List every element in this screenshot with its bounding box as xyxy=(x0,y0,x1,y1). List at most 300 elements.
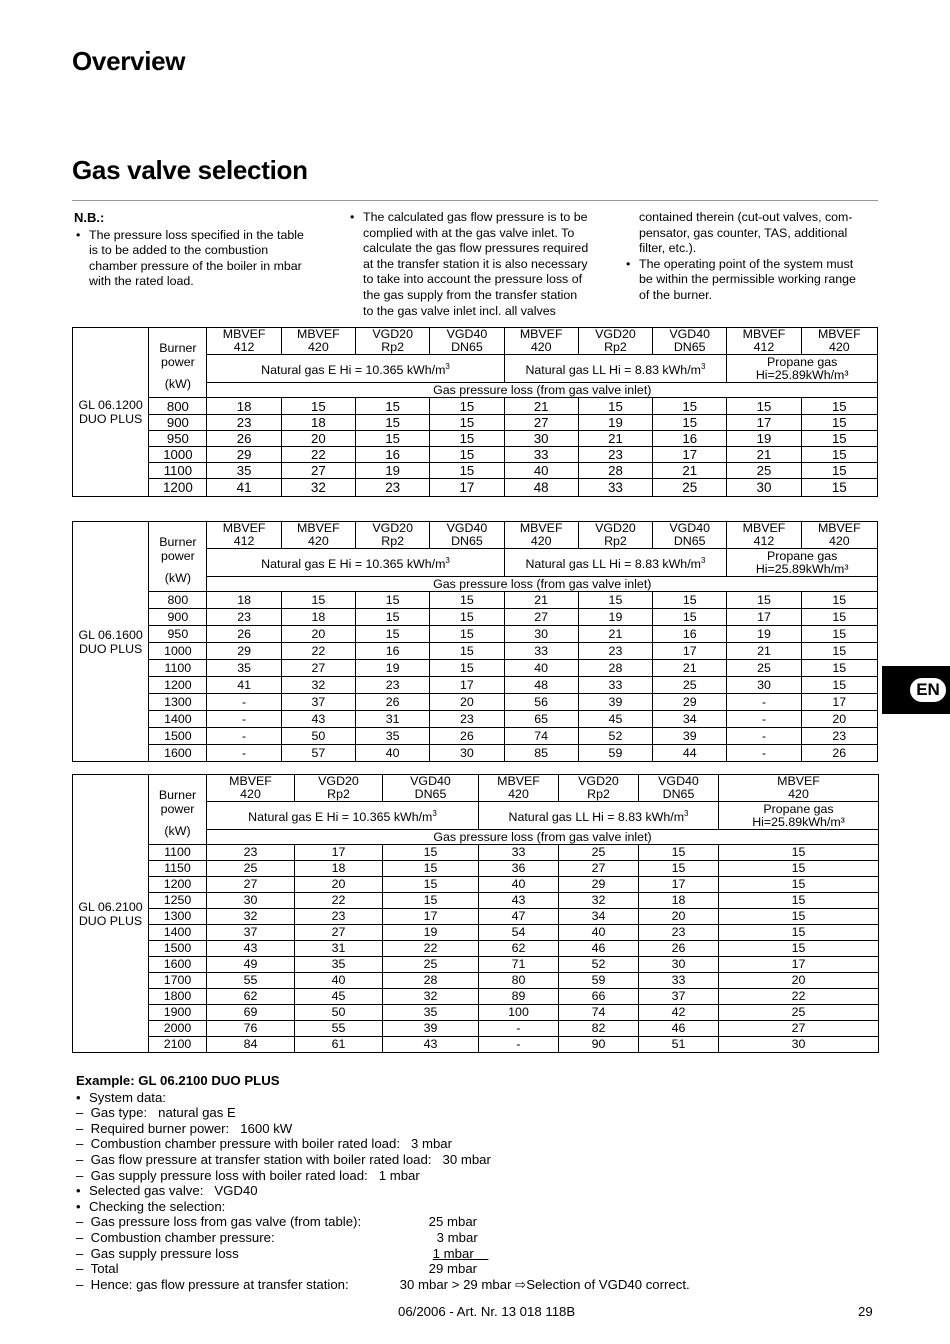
pressure-loss-cell: 56 xyxy=(504,694,578,711)
burner-power-cell: 800 xyxy=(149,592,207,609)
valve-size: 412 xyxy=(233,340,255,354)
note-line: chamber pressure of the boiler in mbar xyxy=(89,258,302,273)
section-title: Gas valve selection xyxy=(72,155,308,185)
example-section xyxy=(76,1073,690,1292)
pressure-loss-cell: 15 xyxy=(430,643,504,660)
gas-ll-label: Natural gas LL Hi = 8.83 kWh/m xyxy=(525,557,701,572)
burner-label: Burner xyxy=(159,535,197,549)
pressure-loss-cell: 59 xyxy=(578,745,652,762)
pressure-loss-header xyxy=(207,577,878,592)
pressure-loss-cell: - xyxy=(479,1021,559,1037)
gas-type-propane xyxy=(727,355,878,383)
pressure-loss-cell: 26 xyxy=(356,694,430,711)
valve-header xyxy=(207,328,281,355)
pressure-loss-cell: 41 xyxy=(207,677,281,694)
table-row xyxy=(73,626,878,643)
valve-name: VGD20 xyxy=(578,774,619,788)
burner-power-cell: 1150 xyxy=(149,861,207,877)
valve-name: VGD40 xyxy=(669,521,711,535)
valve-size: Rp2 xyxy=(327,787,350,801)
note-line: with the rated load. xyxy=(89,274,194,289)
pressure-loss-cell: 18 xyxy=(207,592,281,609)
pressure-loss-cell: 30 xyxy=(727,479,801,497)
note-line: pensator, gas counter, TAS, additional xyxy=(639,225,848,240)
pressure-loss-cell: 82 xyxy=(559,1021,639,1037)
valve-header xyxy=(801,328,877,355)
pressure-loss-cell: 20 xyxy=(281,431,355,447)
power-label: power xyxy=(161,355,195,369)
pressure-loss-cell: 25 xyxy=(653,479,727,497)
pressure-loss-cell: 15 xyxy=(430,592,504,609)
pressure-loss-cell: 23 xyxy=(430,711,504,728)
gas-e-label: Natural gas E Hi = 10.365 kWh/m xyxy=(248,810,433,825)
pressure-loss-cell: 15 xyxy=(356,626,430,643)
pressure-loss-cell: 17 xyxy=(639,877,719,893)
pressure-loss-cell: 21 xyxy=(504,398,578,415)
pressure-loss-cell: 15 xyxy=(801,609,877,626)
pressure-loss-cell: 15 xyxy=(727,592,801,609)
pressure-loss-cell: 43 xyxy=(479,893,559,909)
pressure-loss-cell: 15 xyxy=(719,861,879,877)
note-line: of the burner. xyxy=(639,287,713,302)
pressure-loss-cell: 80 xyxy=(479,973,559,989)
valve-header xyxy=(479,775,559,802)
burner-power-cell: 1600 xyxy=(149,957,207,973)
valve-size: 420 xyxy=(240,787,261,801)
valve-name: VGD20 xyxy=(595,521,636,535)
pressure-loss-cell: 31 xyxy=(356,711,430,728)
note-line: • The pressure loss specified in the table xyxy=(89,227,304,242)
valve-name: MBVEF xyxy=(777,774,820,788)
pressure-loss-cell: 62 xyxy=(207,989,295,1005)
pressure-loss-cell: 40 xyxy=(479,877,559,893)
pressure-loss-cell: 20 xyxy=(801,711,877,728)
burner-power-cell: 1100 xyxy=(149,660,207,677)
pressure-loss-cell: 46 xyxy=(559,941,639,957)
burner-power-header xyxy=(149,522,207,592)
pressure-loss-cell: 39 xyxy=(578,694,652,711)
pressure-loss-cell: 74 xyxy=(504,728,578,745)
pressure-loss-cell: 15 xyxy=(356,431,430,447)
pressure-loss-header xyxy=(207,830,879,845)
pressure-loss-cell: 17 xyxy=(727,415,801,431)
valve-header xyxy=(578,522,652,549)
pressure-loss-cell: 41 xyxy=(207,479,281,497)
pressure-loss-cell: 27 xyxy=(281,660,355,677)
pressure-loss-cell: 27 xyxy=(281,463,355,479)
pressure-loss-cell: 54 xyxy=(479,925,559,941)
pressure-loss-cell: 40 xyxy=(295,973,383,989)
gas-type-e xyxy=(207,355,504,383)
burner-label: Burner xyxy=(158,788,197,802)
pressure-loss-cell: 52 xyxy=(559,957,639,973)
valve-header xyxy=(207,522,281,549)
pressure-loss-cell: 17 xyxy=(653,447,727,463)
burner-power-cell: 1600 xyxy=(149,745,207,762)
pressure-loss-cell: 17 xyxy=(727,609,801,626)
pressure-loss-cell: 15 xyxy=(430,431,504,447)
pressure-loss-cell: 50 xyxy=(281,728,355,745)
valve-name: VGD40 xyxy=(658,774,699,788)
propane-label: Propane gas xyxy=(763,801,834,816)
example-line: – Required burner power: 1600 kW xyxy=(76,1120,293,1136)
pressure-loss-cell: 20 xyxy=(295,877,383,893)
pressure-loss-cell: 16 xyxy=(356,447,430,463)
note-line: • The operating point of the system must xyxy=(639,256,854,271)
valve-header xyxy=(504,328,578,355)
note-continuation xyxy=(624,210,884,257)
table-row xyxy=(73,677,878,694)
note-line: be within the permissible working range xyxy=(639,272,856,287)
valve-name: MBVEF xyxy=(519,327,563,341)
pressure-loss-cell: 40 xyxy=(504,463,578,479)
pressure-loss-cell: 15 xyxy=(719,941,879,957)
valve-name: MBVEF xyxy=(817,327,861,341)
model-line: DUO PLUS xyxy=(78,412,143,426)
pressure-loss-cell: 25 xyxy=(653,677,727,694)
table-row xyxy=(73,877,879,893)
pressure-loss-cell: 15 xyxy=(430,463,504,479)
burner-power-cell: 800 xyxy=(149,398,207,415)
superscript: 3 xyxy=(445,555,450,565)
table-row xyxy=(73,447,878,463)
burner-power-cell: 2100 xyxy=(149,1037,207,1053)
table-row xyxy=(73,660,878,677)
note-bullet xyxy=(624,257,884,304)
pressure-loss-cell: 15 xyxy=(801,643,877,660)
pressure-loss-cell: 23 xyxy=(578,643,652,660)
pressure-loss-cell: 15 xyxy=(653,609,727,626)
pressure-loss-cell: 26 xyxy=(207,431,281,447)
pressure-loss-cell: 32 xyxy=(559,893,639,909)
pressure-loss-cell: 37 xyxy=(207,925,295,941)
pressure-loss-cell: 40 xyxy=(559,925,639,941)
valve-name: MBVEF xyxy=(222,327,266,341)
pressure-loss-cell: 20 xyxy=(639,909,719,925)
pressure-loss-cell: 15 xyxy=(383,877,479,893)
gas-ll-label: Natural gas LL Hi = 8.83 kWh/m xyxy=(508,810,685,825)
burner-power-cell: 900 xyxy=(149,609,207,626)
pressure-loss-cell: 21 xyxy=(653,660,727,677)
valve-name: VGD40 xyxy=(669,327,711,341)
notes-column-1 xyxy=(74,210,324,290)
pressure-loss-cell: 21 xyxy=(727,447,801,463)
pressure-loss-cell: 48 xyxy=(504,677,578,694)
valve-header xyxy=(504,522,578,549)
pressure-loss-cell: 46 xyxy=(639,1021,719,1037)
pressure-loss-cell: 16 xyxy=(653,431,727,447)
pressure-loss-cell: 15 xyxy=(801,447,877,463)
gas-type-ll xyxy=(504,355,727,383)
pressure-loss-cell: 57 xyxy=(281,745,355,762)
valve-size: 420 xyxy=(530,340,552,354)
valve-header xyxy=(727,522,801,549)
superscript: 3 xyxy=(700,555,706,565)
valve-header xyxy=(356,328,430,355)
burner-power-header xyxy=(149,328,207,398)
pressure-loss-cell: 89 xyxy=(479,989,559,1005)
example-line: • Selected gas valve: VGD40 xyxy=(76,1183,690,1199)
pressure-loss-cell: 15 xyxy=(719,925,879,941)
table-row xyxy=(73,463,878,479)
page-heading: Overview xyxy=(72,46,186,76)
valve-name: MBVEF xyxy=(229,774,272,788)
burner-power-cell: 1100 xyxy=(149,463,207,479)
example-line: – Hence: gas flow pressure at transfer station: 30 mbar > 29 mbar ⇨Selection of VGD40 correct. xyxy=(76,1276,690,1292)
pressure-loss-cell: 21 xyxy=(727,643,801,660)
example-title: Example: GL 06.2100 DUO PLUS xyxy=(76,1073,280,1088)
valve-size: 412 xyxy=(753,340,775,354)
pressure-loss-cell: 15 xyxy=(430,660,504,677)
gas-valve-table xyxy=(72,327,878,497)
burner-power-cell: 2000 xyxy=(149,1021,207,1037)
burner-power-cell: 1100 xyxy=(149,845,207,861)
pressure-loss-cell: 29 xyxy=(559,877,639,893)
pressure-loss-cell: 44 xyxy=(653,745,727,762)
pressure-loss-cell: 25 xyxy=(727,660,801,677)
pressure-loss-cell: 19 xyxy=(578,609,652,626)
pressure-loss-cell: 45 xyxy=(295,989,383,1005)
burner-power-cell: 1000 xyxy=(149,447,207,463)
gas-e-label: Natural gas E Hi = 10.365 kWh/m xyxy=(261,557,446,572)
gas-type-ll xyxy=(479,802,719,830)
note-line: to the gas valve inlet incl. all valves xyxy=(363,303,556,318)
gas-type-e xyxy=(207,802,479,830)
pressure-loss-cell: 25 xyxy=(383,957,479,973)
valve-name: MBVEF xyxy=(742,327,786,341)
pressure-loss-cell: 30 xyxy=(430,745,504,762)
burner-power-cell: 1200 xyxy=(149,479,207,497)
pressure-loss-cell: 15 xyxy=(281,398,355,415)
pressure-loss-cell: 22 xyxy=(719,989,879,1005)
pressure-loss-cell: 37 xyxy=(281,694,355,711)
language-label: EN xyxy=(910,678,946,702)
pressure-loss-cell: - xyxy=(479,1037,559,1053)
pressure-loss-cell: - xyxy=(727,728,801,745)
pressure-loss-cell: - xyxy=(207,728,281,745)
table-row xyxy=(73,592,878,609)
pressure-loss-cell: 22 xyxy=(383,941,479,957)
pressure-loss-cell: 25 xyxy=(559,845,639,861)
pressure-loss-cell: 32 xyxy=(207,909,295,925)
notes-column-2 xyxy=(348,210,613,319)
pressure-loss-cell: 25 xyxy=(207,861,295,877)
pressure-loss-cell: 21 xyxy=(653,463,727,479)
pressure-loss-cell: 26 xyxy=(207,626,281,643)
valve-size: 420 xyxy=(530,534,552,548)
pressure-loss-cell: 61 xyxy=(295,1037,383,1053)
pressure-loss-cell: 19 xyxy=(727,626,801,643)
table-row xyxy=(73,431,878,447)
table-row xyxy=(73,728,878,745)
burner-power-cell: 1200 xyxy=(149,877,207,893)
pressure-loss-cell: 74 xyxy=(559,1005,639,1021)
valve-name: VGD20 xyxy=(318,774,359,788)
table-row xyxy=(73,694,878,711)
pressure-loss-cell: 35 xyxy=(295,957,383,973)
pressure-loss-cell: 36 xyxy=(479,861,559,877)
gas-type-e xyxy=(207,549,504,577)
pressure-loss-cell: 15 xyxy=(719,877,879,893)
pressure-loss-cell: 84 xyxy=(207,1037,295,1053)
table-row xyxy=(73,643,878,660)
pressure-loss-cell: 19 xyxy=(383,925,479,941)
propane-value: Hi=25.89kWh/m³ xyxy=(755,367,849,382)
table-row xyxy=(73,1037,879,1053)
pressure-loss-cell: 15 xyxy=(653,592,727,609)
pressure-loss-cell: 39 xyxy=(383,1021,479,1037)
valve-header xyxy=(639,775,719,802)
pressure-loss-cell: 33 xyxy=(578,479,652,497)
superscript: 3 xyxy=(700,361,706,371)
valve-name: MBVEF xyxy=(519,521,563,535)
table-row xyxy=(73,479,878,497)
table-row xyxy=(73,941,879,957)
pressure-loss-cell: 35 xyxy=(383,1005,479,1021)
pressure-loss-cell: 18 xyxy=(207,398,281,415)
pressure-loss-cell: 20 xyxy=(281,626,355,643)
note-line: at the transfer station it is also necessary xyxy=(363,256,588,271)
pressure-loss-cell: 49 xyxy=(207,957,295,973)
page-number: 29 xyxy=(858,1304,873,1319)
pressure-loss-cell: 27 xyxy=(719,1021,879,1037)
propane-label: Propane gas xyxy=(767,354,838,369)
valve-size: Rp2 xyxy=(381,340,405,354)
pressure-loss-cell: 21 xyxy=(578,431,652,447)
pressure-loss-cell: 40 xyxy=(504,660,578,677)
table-row xyxy=(73,609,878,626)
valve-size: 412 xyxy=(753,534,775,548)
example-line: • System data: xyxy=(76,1090,690,1106)
burner-power-cell: 1900 xyxy=(149,1005,207,1021)
valve-size: 420 xyxy=(308,534,329,548)
boiler-model xyxy=(73,522,149,762)
pressure-loss-cell: 43 xyxy=(281,711,355,728)
pressure-loss-cell: 33 xyxy=(578,677,652,694)
pressure-loss-cell: 71 xyxy=(479,957,559,973)
pressure-loss-cell: 15 xyxy=(801,592,877,609)
valve-size: DN65 xyxy=(673,340,706,354)
pressure-loss-cell: 26 xyxy=(639,941,719,957)
language-tab xyxy=(882,666,950,714)
valve-header xyxy=(653,522,727,549)
note-line: is to be added to the combustion xyxy=(89,243,269,258)
valve-header xyxy=(207,775,295,802)
pressure-loss-cell: 20 xyxy=(719,973,879,989)
pressure-loss-cell: 30 xyxy=(727,677,801,694)
table-row xyxy=(73,909,879,925)
pressure-loss-cell: 22 xyxy=(281,643,355,660)
pressure-loss-cell: 15 xyxy=(639,845,719,861)
burner-power-cell: 1250 xyxy=(149,893,207,909)
burner-power-cell: 1200 xyxy=(149,677,207,694)
pressure-loss-cell: 35 xyxy=(356,728,430,745)
valve-header xyxy=(281,328,355,355)
pressure-loss-cell: 27 xyxy=(504,415,578,431)
pressure-loss-cell: 69 xyxy=(207,1005,295,1021)
pressure-loss-cell: 23 xyxy=(207,415,281,431)
pressure-loss-cell: 27 xyxy=(504,609,578,626)
note-line: calculate the gas flow pressures required xyxy=(363,241,589,256)
burner-power-cell: 950 xyxy=(149,431,207,447)
pressure-loss-cell: 26 xyxy=(801,745,877,762)
pressure-loss-cell: 21 xyxy=(504,592,578,609)
pressure-loss-cell: 47 xyxy=(479,909,559,925)
example-line: – Gas pressure loss from gas valve (from table): 25 mbar xyxy=(76,1214,478,1230)
burner-power-cell: 1500 xyxy=(149,941,207,957)
pressure-loss-cell: 43 xyxy=(207,941,295,957)
model-line: GL 06.2100 xyxy=(78,899,143,914)
pressure-loss-cell: 15 xyxy=(356,609,430,626)
pressure-loss-cell: 15 xyxy=(281,592,355,609)
example-line: – Gas supply pressure loss 1 mbar xyxy=(76,1245,474,1261)
pressure-loss-cell: 19 xyxy=(356,463,430,479)
gas-ll-label: Natural gas LL Hi = 8.83 kWh/m xyxy=(525,363,701,378)
pressure-loss-cell: 17 xyxy=(801,694,877,711)
valve-size: 420 xyxy=(828,340,850,354)
pressure-loss-label: Gas pressure loss (from gas valve inlet) xyxy=(433,382,652,397)
pressure-loss-cell: 23 xyxy=(639,925,719,941)
section-divider xyxy=(72,200,878,201)
valve-size: 420 xyxy=(788,787,809,801)
pressure-loss-cell: 65 xyxy=(504,711,578,728)
valve-header xyxy=(653,328,727,355)
pressure-loss-cell: 33 xyxy=(504,643,578,660)
valve-name: MBVEF xyxy=(497,774,540,788)
propane-label: Propane gas xyxy=(767,548,838,563)
pressure-loss-cell: 17 xyxy=(719,957,879,973)
note-bullet xyxy=(348,210,613,319)
burner-power-cell: 900 xyxy=(149,415,207,431)
pressure-loss-cell: 18 xyxy=(281,609,355,626)
table-row xyxy=(73,989,879,1005)
valve-name: MBVEF xyxy=(222,521,266,535)
valve-size: 420 xyxy=(308,340,329,354)
pressure-loss-cell: 15 xyxy=(578,592,652,609)
pressure-loss-cell: 20 xyxy=(430,694,504,711)
pressure-loss-cell: 62 xyxy=(479,941,559,957)
propane-value: Hi=25.89kWh/m³ xyxy=(752,814,845,829)
valve-size: 412 xyxy=(233,534,255,548)
valve-header xyxy=(383,775,479,802)
pressure-loss-cell: 15 xyxy=(653,415,727,431)
valve-size: DN65 xyxy=(451,340,483,354)
valve-name: VGD40 xyxy=(446,327,488,341)
pressure-loss-cell: 52 xyxy=(578,728,652,745)
gas-type-propane xyxy=(719,802,879,830)
pressure-loss-cell: 15 xyxy=(801,415,877,431)
burner-power-cell: 1800 xyxy=(149,989,207,1005)
pressure-loss-cell: - xyxy=(207,745,281,762)
burner-power-header xyxy=(149,775,207,845)
pressure-loss-cell: 19 xyxy=(727,431,801,447)
notes-column-3 xyxy=(624,210,884,304)
pressure-loss-cell: 22 xyxy=(281,447,355,463)
pressure-loss-cell: 23 xyxy=(207,609,281,626)
example-line: – Combustion chamber pressure: 3 mbar xyxy=(76,1229,478,1245)
valve-name: MBVEF xyxy=(297,327,340,341)
pressure-loss-cell: - xyxy=(727,694,801,711)
pressure-loss-cell: 100 xyxy=(479,1005,559,1021)
pressure-loss-cell: 30 xyxy=(504,431,578,447)
pressure-loss-header xyxy=(207,383,878,398)
boiler-model xyxy=(73,775,149,1053)
example-line: – Gas type: natural gas E xyxy=(76,1105,236,1121)
pressure-loss-cell: 23 xyxy=(356,479,430,497)
pressure-loss-cell: - xyxy=(207,711,281,728)
pressure-loss-cell: 15 xyxy=(356,398,430,415)
example-line: – Combustion chamber pressure with boiler rated load: 3 mbar xyxy=(76,1136,453,1152)
